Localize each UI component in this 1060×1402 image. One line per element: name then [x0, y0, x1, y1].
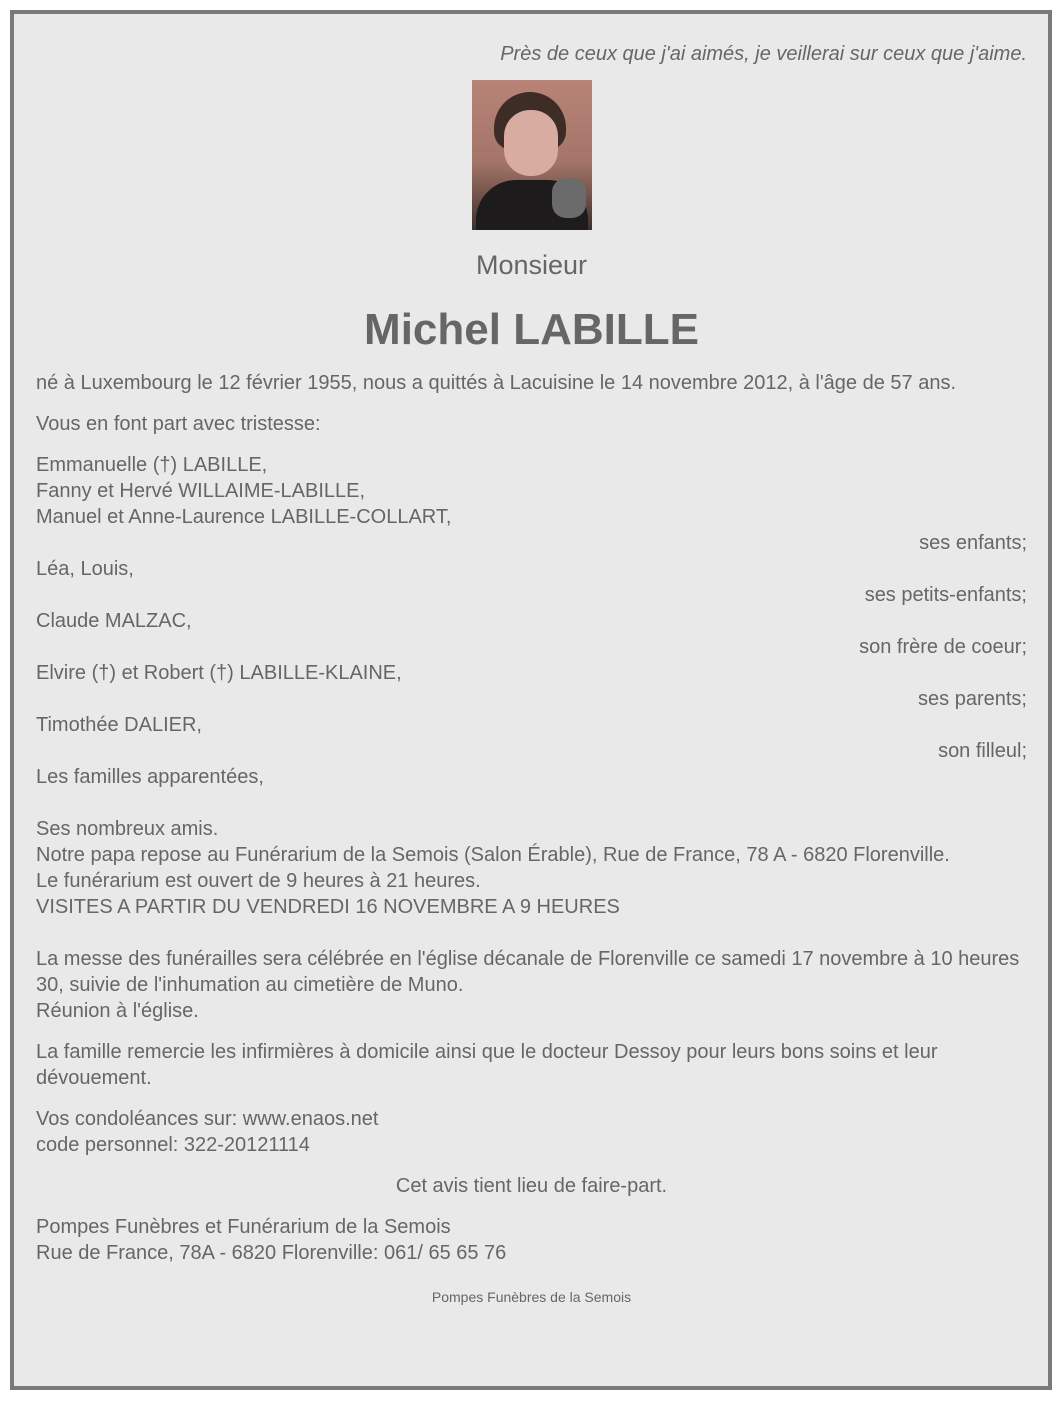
spacer	[36, 790, 1027, 816]
quote: Près de ceux que j'ai aimés, je veillerai sur ceux que j'aime.	[500, 43, 1027, 65]
family-role: son frère de coeur;	[859, 636, 1027, 658]
family-role: son filleul;	[938, 740, 1027, 762]
condolences-code: code personnel: 322-20121114	[36, 1134, 310, 1156]
family-role: ses parents;	[918, 688, 1027, 710]
rest-visits: VISITES A PARTIR DU VENDREDI 16 NOVEMBRE A 9 HEURES	[36, 896, 620, 918]
condolences	[36, 1106, 1027, 1158]
family-line: Fanny et Hervé WILLAIME-LABILLE,	[36, 480, 366, 502]
portrait-photo	[472, 80, 592, 230]
notice: Cet avis tient lieu de faire-part.	[395, 1175, 668, 1197]
family-list	[36, 452, 1027, 1024]
family-line: Elvire (†) et Robert (†) LABILLE-KLAINE,	[36, 662, 402, 684]
honorific-title: Monsieur	[475, 250, 588, 280]
family-line: Manuel et Anne-Laurence LABILLE-COLLART,	[36, 506, 452, 528]
rest-hours: Le funérarium est ouvert de 9 heures à 21 heures.	[36, 870, 481, 892]
family-role: ses petits-enfants;	[864, 584, 1027, 606]
condolences-site: Vos condoléances sur: www.enaos.net	[36, 1108, 379, 1130]
family-line: Emmanuelle (†) LABILLE,	[36, 454, 268, 476]
family-line: Timothée DALIER,	[36, 714, 202, 736]
mass-info: La messe des funérailles sera célébrée en l'église décanale de Florenville ce samedi 17 novembre à 10 heures 30, suivie de l'inhumation au cimetière de Muno.	[36, 948, 1020, 996]
family-role: ses enfants;	[919, 532, 1027, 554]
funeral-home	[36, 1214, 1027, 1266]
obituary-content	[36, 14, 1027, 1306]
deceased-name: Michel LABILLE	[364, 305, 699, 354]
spacer	[36, 920, 1027, 946]
family-line: Claude MALZAC,	[36, 610, 192, 632]
family-line: Léa, Louis,	[36, 558, 134, 580]
obituary-card	[10, 10, 1052, 1390]
rest-info: Notre papa repose au Funérarium de la Semois (Salon Érable), Rue de France, 78 A - 6820 Florenville.	[36, 844, 950, 866]
thanks: La famille remercie les infirmières à domicile ainsi que le docteur Dessoy pour leurs bons soins et leur dévouement.	[36, 1041, 938, 1089]
photo-face	[504, 110, 558, 176]
photo-collar	[552, 178, 586, 218]
friends-line: Ses nombreux amis.	[36, 818, 219, 840]
funeral-home-address: Rue de France, 78A - 6820 Florenville: 061/ 65 65 76	[36, 1242, 507, 1264]
birth-death-info: né à Luxembourg le 12 février 1955, nous a quittés à Lacuisine le 14 novembre 2012, à l'âge de 57 ans.	[36, 372, 956, 394]
family-line: Les familles apparentées,	[36, 766, 264, 788]
funeral-home-name: Pompes Funèbres et Funérarium de la Semois	[36, 1216, 451, 1238]
announcement: Vous en font part avec tristesse:	[36, 413, 321, 435]
footer-credit: Pompes Funèbres de la Semois	[431, 1289, 632, 1305]
mass-meeting: Réunion à l'église.	[36, 1000, 199, 1022]
